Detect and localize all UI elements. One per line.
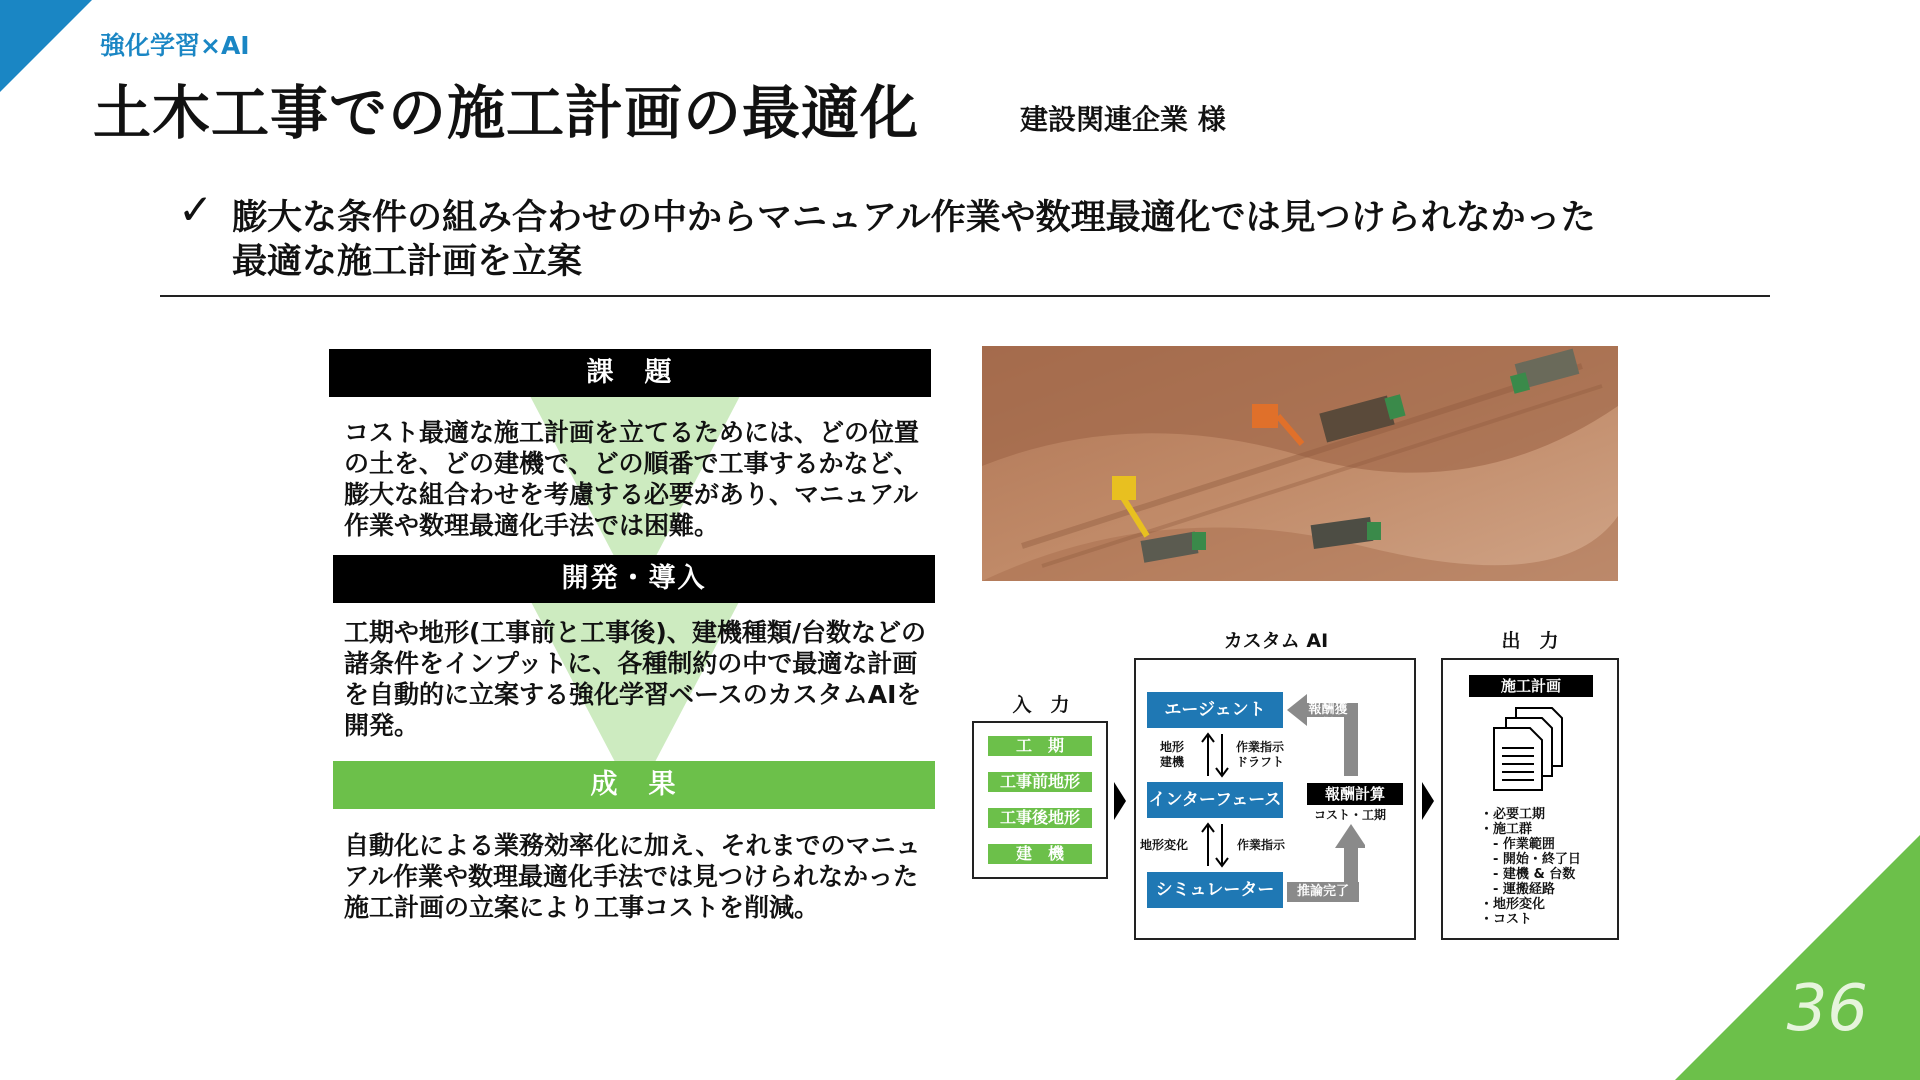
arrow-right-icon-2 — [1420, 780, 1436, 822]
construction-site-photo — [982, 346, 1618, 581]
infer-done-label: 推論完了 — [1287, 882, 1359, 902]
simulator-box: シミュレーター — [1147, 872, 1283, 908]
result-text: 自動化による業務効率化に加え、それまでのマニュアル作業や数理最適化手法では見つけられなかった施工計画の立案により工事コストを削減。 — [344, 831, 921, 922]
output-items-list: ・必要工期 ・施工群 - 作業範囲 - 開始・終了日 - 建機 & 台数 - 運搬経路 ・地形変化 ・コスト — [1480, 807, 1581, 927]
issue-heading: 課 題 — [329, 349, 931, 397]
input-item-machine: 建 機 — [988, 844, 1092, 864]
construction-plan-tag: 施工計画 — [1469, 675, 1593, 697]
terrain-machine-label: 地形 建機 — [1160, 740, 1185, 769]
input-item-period: 工 期 — [988, 736, 1092, 756]
divider — [160, 295, 1770, 297]
result-heading: 成 果 — [333, 761, 935, 809]
arrow-right-icon-1 — [1112, 780, 1128, 822]
work-draft-label: 作業指示 ドラフト — [1236, 740, 1285, 769]
vertical-arrows-icon-1 — [1198, 730, 1232, 780]
issue-text: コスト最適な施工計画を立てるためには、どの位置の土を、どの建機で、どの順番で工事するかなど、膨大な組合わせを考慮する必要があり、マニュアル作業や数理最適化手法では困難。 — [344, 418, 920, 540]
vertical-arrows-icon-2 — [1198, 820, 1232, 870]
headline — [232, 196, 1792, 284]
output-label: 出 力 — [1501, 630, 1559, 652]
headline-line-2: 最適な施工計画を立案 — [232, 242, 583, 282]
page-number: 36 — [1786, 972, 1868, 1046]
work-instruction-label: 作業指示 — [1237, 838, 1286, 852]
client-label: 建設関連企業 様 — [1020, 103, 1226, 136]
development-heading: 開発・導入 — [333, 555, 935, 603]
headline-line-1: 膨大な条件の組み合わせの中からマニュアル作業や数理最適化では見つけられなかった — [232, 198, 1596, 238]
checkmark-icon: ✓ — [178, 185, 214, 234]
agent-box: エージェント — [1147, 692, 1283, 728]
corner-decoration-top-left — [0, 0, 92, 92]
page-title: 土木工事での施工計画の最適化 — [93, 79, 920, 147]
input-label: 入 力 — [1012, 694, 1070, 716]
input-item-post-terrain: 工事後地形 — [988, 808, 1092, 828]
development-text: 工期や地形(工事前と工事後)、建機種類/台数などの諸条件をインプットに、各種制約の中で最適な計画を自動的に立案する強化学習ベースのカスタムAIを開発。 — [344, 618, 926, 740]
category-label: 強化学習×AI — [100, 31, 250, 60]
document-stack-icon — [1490, 704, 1566, 796]
reward-get-label: 報酬獲得 — [1308, 702, 1348, 732]
input-item-pre-terrain: 工事前地形 — [988, 772, 1092, 792]
cost-period-label: コスト・工期 — [1314, 808, 1387, 822]
terrain-change-label: 地形変化 — [1140, 838, 1189, 852]
reward-calc-box: 報酬計算 — [1307, 783, 1403, 805]
custom-ai-label: カスタム AI — [1223, 630, 1329, 652]
interface-box: インターフェース — [1147, 782, 1283, 818]
